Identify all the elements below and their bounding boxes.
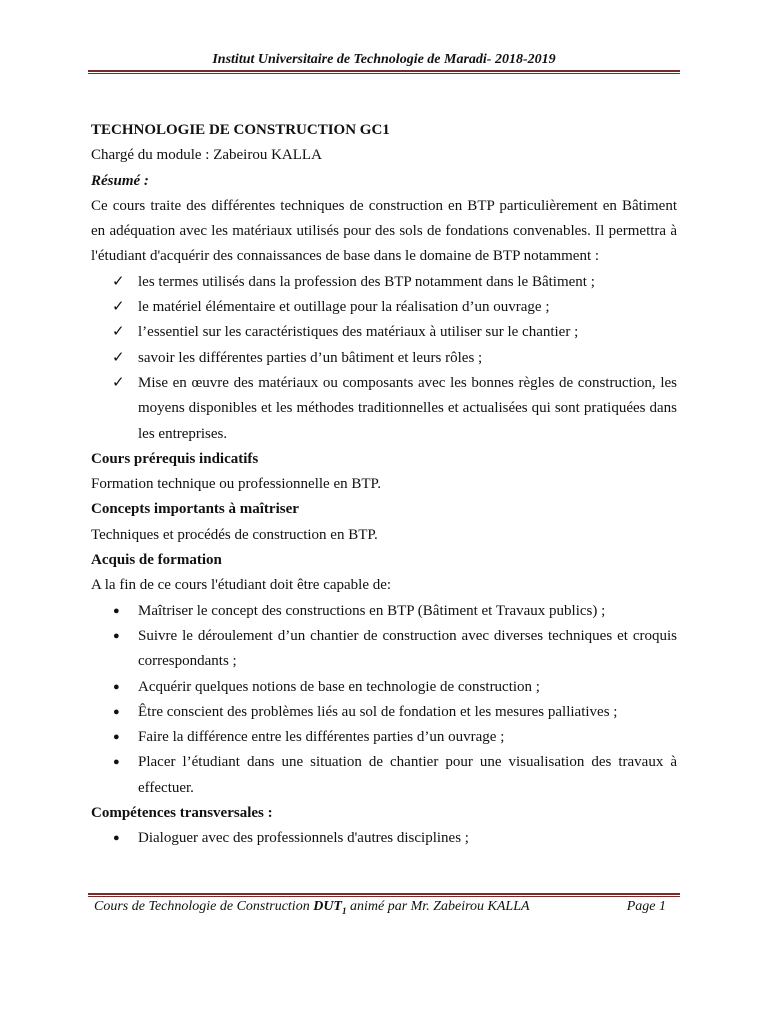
list-item: ● Acquérir quelques notions de base en technologie de construction ; <box>91 675 677 700</box>
instructor-line: Chargé du module : Zabeirou KALLA <box>91 147 322 164</box>
course-title: TECHNOLOGIE DE CONSTRUCTION GC1 <box>91 122 390 138</box>
header-rule <box>88 70 680 72</box>
document-body <box>91 118 677 852</box>
footer-course-credit: Cours de Technologie de Construction $DUT_1$ animé par Mr. Zabeirou KALLA <box>94 899 530 916</box>
list-item: ✓ les termes utilisés dans la profession des BTP notamment dans le Bâtiment ; <box>91 270 677 295</box>
bullet-icon: ● <box>113 629 120 642</box>
checkmark-icon: ✓ <box>112 299 125 316</box>
bullet-icon: ● <box>113 756 120 769</box>
page-number: Page 1 <box>626 899 666 914</box>
list-item: ● Dialoguer avec des professionnels d'autres disciplines ; <box>91 826 677 851</box>
competences-list <box>91 826 677 851</box>
section-heading-prereq: Cours prérequis indicatifs <box>91 450 259 467</box>
checkmark-icon: ✓ <box>112 349 125 366</box>
resume-list <box>91 270 677 447</box>
list-item: ● Placer l’étudiant dans une situation de chantier pour une visualisation des travaux à effectuer. <box>91 750 677 801</box>
checkmark-icon: ✓ <box>112 374 125 391</box>
bullet-icon: ● <box>113 604 120 617</box>
section-heading-concepts: Concepts importants à maîtriser <box>91 501 299 518</box>
acquis-list <box>91 599 677 801</box>
section-heading-competences: Compétences transversales : <box>91 805 273 822</box>
section-heading-acquis: Acquis de formation <box>91 552 222 569</box>
bullet-icon: ● <box>113 832 120 845</box>
list-item: ✓ savoir les différentes parties d’un bâtiment et leurs rôles ; <box>91 346 677 371</box>
resume-heading: Résumé : <box>91 172 149 189</box>
list-item: ● Faire la différence entre les différentes parties d’un ouvrage ; <box>91 725 677 750</box>
footer-rule-thin <box>88 896 680 897</box>
list-item: ✓ le matériel élémentaire et outillage pour la réalisation d’un ouvrage ; <box>91 295 677 320</box>
prereq-text: Formation technique ou professionnelle en BTP. <box>91 476 381 493</box>
list-item: ✓ l’essentiel sur les caractéristiques des matériaux à utiliser sur le chantier ; <box>91 320 677 345</box>
bullet-icon: ● <box>113 705 120 718</box>
bullet-icon: ● <box>113 731 120 744</box>
resume-paragraph: Ce cours traite des différentes techniques de construction en BTP particulièrement en Bâtiment en adéquation avec les matériaux utilisés pour des sols de fondations convenables. Il permettra à l'étudiant d'acquérir des connaissances de base dans le domaine de BTP notamment : <box>91 197 677 265</box>
page-header: Institut Universitaire de Technologie de Maradi- 2018-2019 <box>212 52 556 67</box>
list-item: ● Maîtriser le concept des constructions en BTP (Bâtiment et Travaux publics) ; <box>91 599 677 624</box>
header-rule-thin <box>88 73 680 74</box>
list-item: ● Suivre le déroulement d’un chantier de construction avec diverses techniques et croquis correspondants ; <box>91 624 677 675</box>
checkmark-icon: ✓ <box>112 273 125 290</box>
concepts-text: Techniques et procédés de construction en BTP. <box>91 526 378 543</box>
checkmark-icon: ✓ <box>112 324 125 341</box>
bullet-icon: ● <box>113 680 120 693</box>
acquis-intro: A la fin de ce cours l'étudiant doit être capable de: <box>91 577 392 594</box>
footer-rule <box>88 893 680 895</box>
list-item: ✓ Mise en œuvre des matériaux ou composants avec les bonnes règles de construction, les moyens disponibles et les méthodes traditionnelles et actualisées qui sont pratiquées dans les entreprises. <box>91 371 677 447</box>
list-item: ● Être conscient des problèmes liés au sol de fondation et les mesures palliatives ; <box>91 700 677 725</box>
